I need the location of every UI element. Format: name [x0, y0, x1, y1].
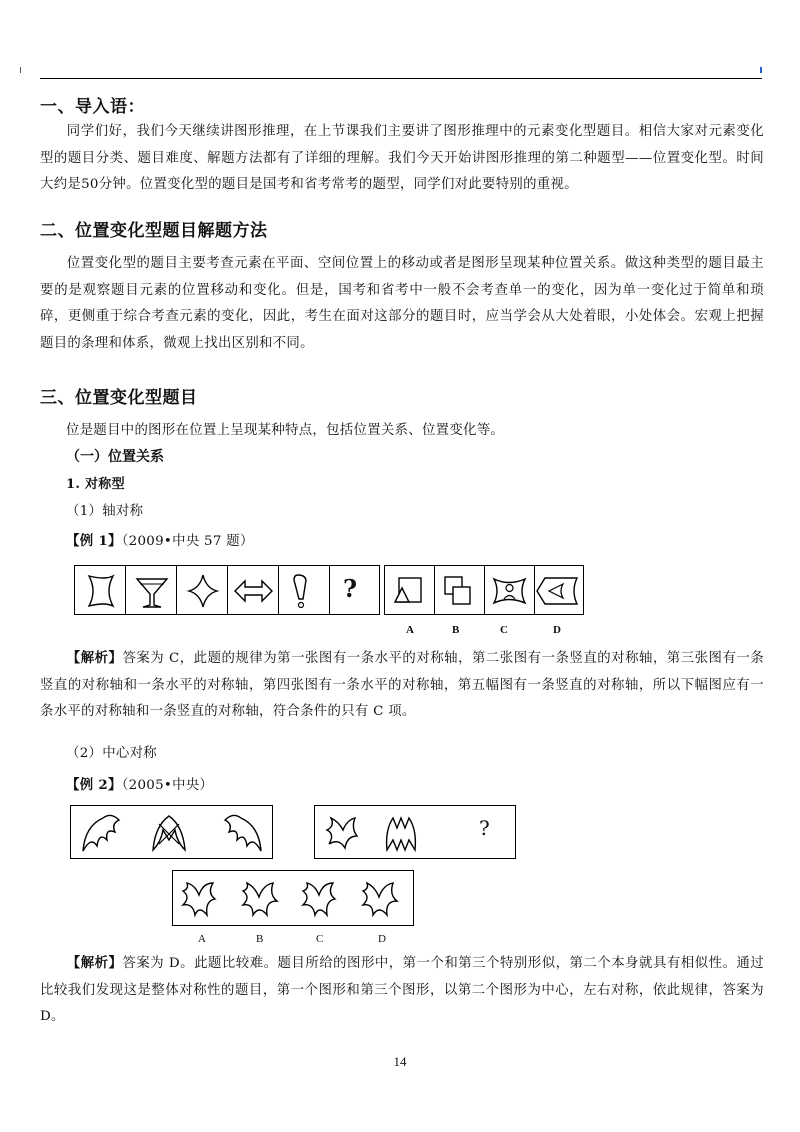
example2-tag: 【例 2】: [66, 777, 122, 793]
section2-paragraph: 位置变化型的题目主要考查元素在平面、空间位置上的移动或者是图形呈现某种位置关系。做这种类型的题目最主要的是观察题目元素的位置移动和变化。但是，国考和省考中一般不会考查单一的变化，因为单一变化过于简单和琐碎，更侧重于综合考查元素的变化，因此，考生在面对这部分的题目时，应当学会从大处着眼，小处体会。宏观上把握题目的条理和体系，微观上找出区别和不同。: [40, 256, 764, 351]
example2-question-mark: ?: [479, 816, 490, 840]
header-mark-left: [20, 67, 21, 73]
example2-title: [66, 774, 213, 793]
example2-option-figures: [173, 871, 415, 927]
example1-option-label: A: [406, 624, 414, 636]
header-mark-right: [760, 67, 762, 73]
page-number: 14: [393, 1054, 407, 1069]
subsection-axial-symmetry: （1）轴对称: [66, 504, 144, 519]
example2-options-strip: [172, 870, 414, 926]
example1-analysis: [40, 645, 764, 726]
example1-question-figures: [75, 566, 381, 616]
example1-analysis-tag: 【解析】: [66, 650, 123, 666]
example2-option-label: C: [316, 933, 324, 945]
example1-question-strip: [74, 565, 380, 615]
example1-title: [66, 530, 254, 549]
example1-options-strip: [384, 565, 584, 615]
example2-option-label: A: [198, 933, 206, 945]
section2-heading: 二、位置变化型题目解题方法: [40, 221, 268, 241]
example2-source: （2005•中央）: [121, 778, 214, 793]
example2-question-group-1: [70, 805, 273, 859]
subsection-symmetry: 1. 对称型: [66, 477, 125, 492]
header-rule: [40, 78, 762, 79]
section3-intro: 位是题目中的图形在位置上呈现某种特点，包括位置关系、位置变化等。: [66, 423, 505, 438]
example1-tag: 【例 1】: [66, 533, 122, 549]
example1-option-figures: [385, 566, 585, 616]
example1-analysis-text: 答案为 C，此题的规律为第一张图有一条水平的对称轴，第二张图有一条竖直的对称轴，第三张图有一条竖直的对称轴和一条水平的对称轴，第四张图有一条水平的对称轴，第五幅图有一条竖直的对称轴，所以下幅图应有一条水平的对称轴和一条竖直的对称轴，符合条件的只有 C 项。: [40, 651, 764, 719]
example2-group1-figures: [71, 806, 274, 860]
example1-option-label: D: [553, 624, 561, 636]
section3-heading: 三、位置变化型题目: [40, 388, 198, 408]
example2-analysis-tag: 【解析】: [66, 955, 123, 971]
example2-question-group-2: [314, 805, 516, 859]
section1-heading: 一、导入语：: [40, 97, 145, 117]
example2-option-label: B: [256, 933, 264, 945]
example1-question-mark: ?: [343, 574, 358, 603]
subsection-position-relation: （一）位置关系: [66, 449, 164, 465]
example1-option-label: C: [500, 624, 508, 636]
example1-source: （2009•中央 57 题）: [121, 534, 254, 549]
section1-paragraph: 同学们好，我们今天继续讲图形推理，在上节课我们主要讲了图形推理中的元素变化型题目。相信大家对元素变化型的题目分类、题目难度、解题方法都有了详细的理解。我们今天开始讲图形推理的第二种题型——位置变化型。时间大约是50分钟。位置变化型的题目是国考和省考常考的题型，同学们对此要特别的重视。: [40, 124, 764, 192]
subsection-central-symmetry: （2）中心对称: [66, 746, 157, 761]
example2-analysis: [40, 950, 764, 1031]
example2-option-label: D: [378, 933, 386, 945]
example1-option-label: B: [452, 624, 460, 636]
example2-analysis-text: 答案为 D。此题比较难。题目所给的图形中，第一个和第三个特别形似，第二个本身就具有相似性。通过比较我们发现这是整体对称性的题目，第一个图形和第三个图形，以第二个图形为中心，左右对称，依此规律，答案为 D。: [40, 956, 764, 1024]
